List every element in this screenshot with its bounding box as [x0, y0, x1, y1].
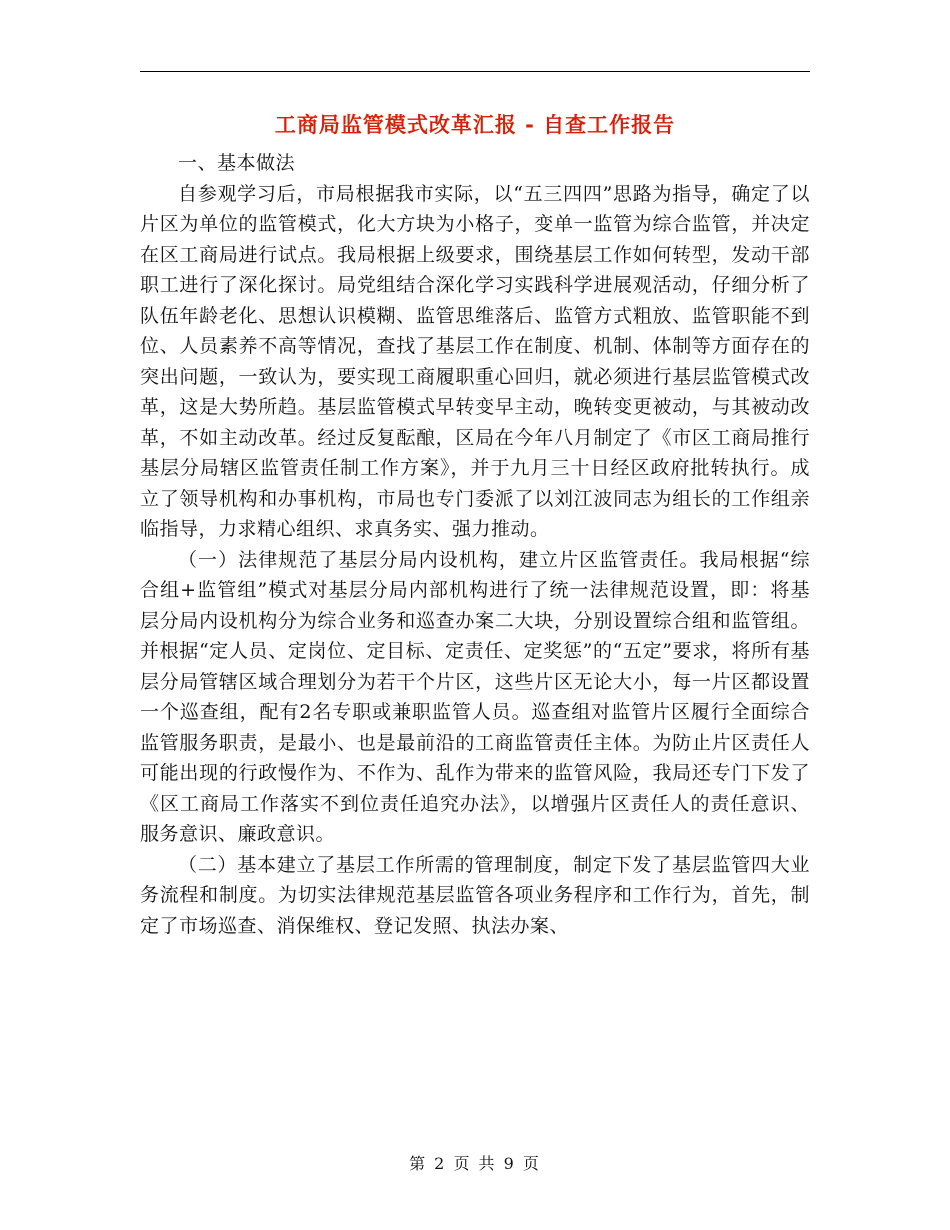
paragraph-item-1: （一）法律规范了基层分局内设机构，建立片区监管责任。我局根据“综合组+监管组”模式对基层分局内部机构进行了统一法律规范设置，即：将基层分局内设机构分为综合业务和巡查办案二大块，分别设置综合组和监管组。并根据“定人员、定岗位、定目标、定责任、定奖惩”的“五定”要求，将所有基层分局管辖区域合理划分为若干个片区，这些片区无论大小，每一片区都设置一个巡查组，配有2名专职或兼职监管人员。巡查组对监管片区履行全面综合监管服务职责，是最小、也是最前沿的工商监管责任主体。为防止片区责任人可能出现的行政慢作为、不作为、乱作为带来的监管风险，我局还专门下发了《区工商局工作落实不到位责任追究办法》，以增强片区责任人的责任意识、服务意识、廉政意识。	[140, 548, 810, 845]
document-body	[140, 148, 810, 941]
header-rule	[140, 71, 810, 72]
paragraph-item-2: （二）基本建立了基层工作所需的管理制度，制定下发了基层监管四大业务流程和制度。为切实法律规范基层监管各项业务程序和工作行为，首先，制定了市场巡查、消保维权、登记发照、执法办案、	[140, 853, 810, 937]
paragraph-intro: 自参观学习后，市局根据我市实际，以“五三四四”思路为指导，确定了以片区为单位的监管模式，化大方块为小格子，变单一监管为综合监管，并决定在区工商局进行试点。我局根据上级要求，围绕基层工作如何转型，发动干部职工进行了深化探讨。局党组结合深化学习实践科学进展观活动，仔细分析了队伍年龄老化、思想认识模糊、监管思维落后、监管方式粗放、监管职能不到位、人员素养不高等情况，查找了基层工作在制度、机制、体制等方面存在的突出问题，一致认为，要实现工商履职重心回归，就必须进行基层监管模式改革，这是大势所趋。基层监管模式早转变早主动，晚转变更被动，与其被动改革，不如主动改革。经过反复酝酿，区局在今年八月制定了《市区工商局推行基层分局辖区监管责任制工作方案》，并于九月三十日经区政府批转执行。成立了领导机构和办事机构，市局也专门委派了以刘江波同志为组长的工作组亲临指导，力求精心组织、求真务实、强力推动。	[140, 182, 810, 540]
page-number-footer: 第 2 页 共 9 页	[409, 1154, 541, 1173]
document-title: 工商局监管模式改革汇报 - 自查工作报告	[274, 113, 676, 137]
section-heading: 一、基本做法	[178, 152, 296, 174]
